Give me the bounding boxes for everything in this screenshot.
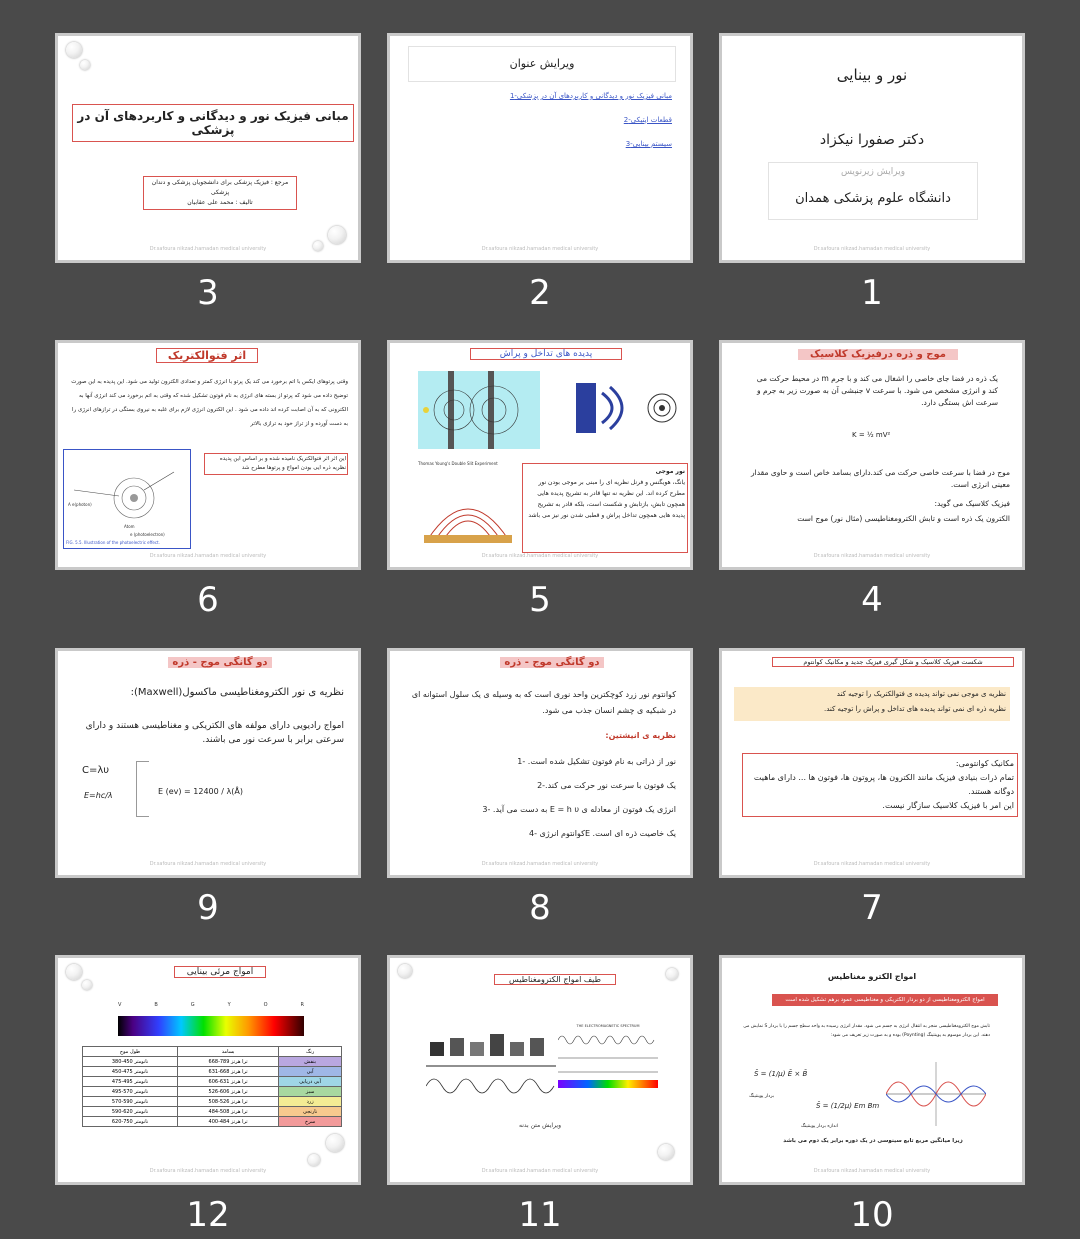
table-cell-freq: ترا هرتز 789-668 — [178, 1057, 279, 1067]
table-cell-color: زرد — [279, 1097, 342, 1107]
table-cell-wave: نانومتر 590-570 — [83, 1097, 178, 1107]
slide-7-number: 7 — [861, 888, 883, 928]
slide-11-caption: ویرایش متن بدنه — [519, 1122, 561, 1129]
slide-5-wave-image — [418, 371, 540, 449]
slide-9-subtitle: نظریه ی نور الکترومغناطیسی ماکسول(Maxwell): — [130, 687, 344, 698]
slide-9-paragraph: امواج رادیویی دارای مولفه های الکتریکی و مغناطیسی هستند و دارای سرعتی برابر با سرعت نور می باشند. — [85, 721, 344, 745]
slide-7-bullet-1: نظریه ی موجی نمی تواند پدیده ی فتوالکتریک را توجیه کند — [836, 690, 1006, 698]
diffraction-icon — [572, 373, 682, 449]
slide-9-eq1: C=λυ — [82, 765, 110, 776]
slide-4-paragraph-2: موج در فضا با سرعت خاصی حرکت می کند.دارای بسامد خاص است و حاوی مقدار معینی انرژی است. — [751, 468, 1010, 489]
table-row — [83, 1067, 342, 1077]
table-cell-freq: ترا هرتز 631-606 — [178, 1077, 279, 1087]
table-cell-wave: نانومتر 620-590 — [83, 1107, 178, 1117]
table-cell-freq: ترا هرتز 668-631 — [178, 1067, 279, 1077]
slide-6-paragraph: وقتی پرتوهای ایکس با اتم برخورد می کند یک پرتو با انرژی کمتر و تعدادی الکترون تولید می شود. این پدیده به این صورت توضیح داده می شود که پرتو از بسته های انرژی به نام فوتون تشکیل شده که وقتی به اتم برخورد می کند انرژی آنها به الکترونی که به آن اصابت کرده اند داده می شود . این الکترون انرژی لازم برای غلبه به نیروی بستگی در ترازهای انرژی را به دست آورده و از تراز خود به ترازی بالاتر — [71, 379, 348, 427]
slide-5-footer: Dr.safoura nikzad.hamadan medical university — [481, 553, 599, 559]
slide-2-link-3[interactable]: سیستم بینایی-3 — [625, 140, 672, 148]
slide-6-fig-atom: Atom — [124, 524, 135, 529]
spectrum-letter-b: B — [154, 1002, 158, 1008]
slide-5-callout — [522, 463, 688, 553]
spectrum-wave-icon — [558, 1028, 658, 1104]
slide-10-wave-graph — [886, 1062, 986, 1126]
slide-7-callout — [742, 753, 1018, 817]
table-row — [83, 1107, 342, 1117]
slide-3-ref-line2: تالیف : محمد علی عقابیان — [187, 199, 253, 206]
slide-6-fig-photon: A e(photon) — [68, 502, 92, 507]
table-row — [83, 1087, 342, 1097]
slide-11-title: طیف امواج الکترومغناطیس — [494, 974, 616, 985]
slide-12-table — [82, 1046, 342, 1127]
slide-2-number: 2 — [529, 273, 551, 313]
table-cell-color: سرخ — [279, 1117, 342, 1127]
slide-4-paragraph-1: یک ذره در فضا جای خاصی را اشغال می کند و با جرم m در محیط حرکت می کند و انرژی مشخص می شود. با سرعت v جنبشی آن به صورت زیر به جرم و سرعت اش بستگی دارد. — [756, 374, 998, 407]
table-cell-color: نارنجی — [279, 1107, 342, 1117]
slide-6-title: اثر فتوالکتریک — [156, 348, 258, 363]
slide-3-number: 3 — [197, 273, 219, 313]
photoelectric-diagram-icon — [64, 450, 190, 548]
slide-10-paragraph: تابش موج الکترومغناطیسی منجر به انتقال انرژی به جسم می شود. مقدار انرژی رسیده به واحد سطح جسم را با بردار S نمایش می دهند. این بردار موسوم به پوینتینگ (Poynting) بوده و به صورت زیر تعریف می شود: — [743, 1024, 990, 1038]
slide-4-footer: Dr.safoura nikzad.hamadan medical university — [813, 553, 931, 559]
spectrum-letter-r: R — [300, 1002, 304, 1008]
slide-7-callout-line2: این امر با فیزیک کلاسیک سازگار نیست. — [882, 801, 1014, 810]
slide-10-formula-1: S̄ = (1/μ) Ē × B̄ — [754, 1070, 808, 1078]
slide-6-number: 6 — [197, 580, 219, 620]
slide-9-eq3: E (ev) = 12400 / λ(Å) — [158, 787, 243, 796]
slide-10-label-2: اندازه بردار پوینتینگ — [801, 1124, 838, 1129]
slide-4-paragraph-4: الکترون یک ذره است و تابش الکترومغناطیسی (مثال نور) موج است — [797, 514, 1010, 523]
slide-8-item-1: نور از ذراتی به نام فوتون تشکیل شده است. -1 — [517, 757, 676, 766]
slide-5-figure-caption: Thomas Young's Double Slit Experiment — [418, 461, 498, 466]
em-spectrum-icons-icon — [426, 1024, 556, 1108]
slide-5-callout-text: یانگ، هویگنس و فرنل نظریه ای را مبنی بر موجی بودن نور مطرح کرده اند. این نظریه نه تنها قادر به تشریح پدیده هایی همچون تابش، بازتابش و شکست است، بلکه قادر به تشریح پدیده هایی همچون تداخل پراش و قطبی شدن نور نیز می باشد — [528, 479, 685, 519]
slide-8-item-4: یک خاصیت ذره ای است. Eکوانتوم انرژی -4 — [529, 829, 676, 838]
slide-4-paragraph-3: فیزیک کلاسیک می گوید: — [934, 499, 1010, 508]
slide-9-footer: Dr.safoura nikzad.hamadan medical university — [149, 861, 267, 867]
slide-1-university: دانشگاه علوم پزشکی همدان — [795, 191, 951, 206]
slide-11-spectrum-chart — [558, 1024, 658, 1108]
slide-7-bullet-2: نظریه ذره ای نمی تواند پدیده های تداخل و پراش را توجیه کند. — [823, 705, 1006, 713]
slide-8-paragraph: کوانتوم نور زرد کوچکترین واحد نوری است که به وسیله ی یک سلول استوانه ای در شبکیه ی چشم انسان جذب می شود. — [411, 690, 676, 715]
slide-7-callout-line1: تمام ذرات بنیادی فیزیک مانند الکترون ها، پروتون ها، فوتون ها ... دارای ماهیت دوگانه هستند. — [753, 773, 1014, 796]
slide-7-bullets — [734, 687, 1010, 721]
slide-1-title: نور و بینایی — [836, 66, 908, 84]
slide-9-title: دو گانگی موج - ذره — [168, 657, 272, 668]
slide-2-title-placeholder[interactable]: ویرایش عنوان — [408, 46, 676, 82]
slide-11-number: 11 — [518, 1195, 562, 1235]
slide-1-author: دکتر صفورا نیکزاد — [819, 132, 925, 148]
slide-1-footer: Dr.safoura nikzad.hamadan medical university — [813, 246, 931, 252]
table-cell-wave: نانومتر 475-450 — [83, 1067, 178, 1077]
slide-7-callout-title: مکانیک کوانتومی: — [955, 759, 1014, 768]
slide-5-callout-title: نور موجی — [655, 468, 685, 475]
slide-11-icons-image — [426, 1024, 556, 1108]
slide-6-footer: Dr.safoura nikzad.hamadan medical university — [149, 553, 267, 559]
slide-12-spectrum-bar — [118, 1016, 304, 1036]
slide-10-label-1: بردار پوینتینگ — [749, 1094, 774, 1099]
table-row — [83, 1077, 342, 1087]
em-wave-icon — [886, 1062, 986, 1126]
slide-10-formula-2: S̄ = (1/2μ) Em Bm — [816, 1102, 880, 1110]
table-cell-freq: ترا هرتز 526-508 — [178, 1097, 279, 1107]
table-cell-wave: نانومتر 450-380 — [83, 1057, 178, 1067]
slide-6-fig-caption: FIG. 5.5. Illustration of the photoelectric effect. — [66, 540, 160, 545]
slide-6-callout: این اثر اثر فتوالکتریک نامیده شده و بر اساس این پدیده نظریه ذره ایی بودن امواج و پرتوها مطرح شد — [204, 453, 348, 475]
table-cell-freq: ترا هرتز 606-526 — [178, 1087, 279, 1097]
slide-1-subtitle-box[interactable] — [768, 162, 978, 220]
slide-7-title: شکست فیزیک کلاسیک و شکل گیری فیزیک جدید و مکانیک کوانتوم — [772, 657, 1014, 667]
slide-10-footer: Dr.safoura nikzad.hamadan medical university — [813, 1168, 931, 1174]
slide-7-footer: Dr.safoura nikzad.hamadan medical university — [813, 861, 931, 867]
spectrum-letter-g: G — [190, 1002, 195, 1008]
slide-1-subtitle-placeholder: ویرایش زیرنویس — [840, 167, 906, 177]
slide-4-number: 4 — [861, 580, 883, 620]
slide-12-footer: Dr.safoura nikzad.hamadan medical university — [149, 1168, 267, 1174]
table-header-cell: طول موج — [83, 1047, 178, 1057]
slide-5-double-slit-image — [420, 469, 516, 545]
table-cell-freq: ترا هرتز 484-400 — [178, 1117, 279, 1127]
slide-2-link-2[interactable]: قطعات اپتیکی-2 — [623, 116, 672, 124]
double-slit-icon — [420, 469, 516, 545]
slide-1-number: 1 — [861, 273, 883, 313]
slide-11-footer: Dr.safoura nikzad.hamadan medical university — [481, 1168, 599, 1174]
slide-2-footer: Dr.safoura nikzad.hamadan medical university — [481, 246, 599, 252]
table-row — [83, 1117, 342, 1127]
slide-8-number: 8 — [529, 888, 551, 928]
table-cell-wave: نانومتر 570-495 — [83, 1087, 178, 1097]
table-row — [83, 1057, 342, 1067]
slide-12-number: 12 — [186, 1195, 230, 1235]
slide-2-link-1[interactable]: مبانی فیزیک نور و دیدگانی و کاربردهای آن در پزشکی-1 — [509, 92, 672, 100]
table-header-cell: رنگ — [279, 1047, 342, 1057]
slide-12-title: امواج مرئی بینایی — [174, 966, 266, 978]
slide-5-title: پدیده های تداخل و پراش — [470, 348, 622, 360]
table-cell-wave: نانومتر 495-475 — [83, 1077, 178, 1087]
table-cell-color: آبی — [279, 1067, 342, 1077]
slide-11-spectrum-title: THE ELECTROMAGNETIC SPECTRUM — [576, 1024, 640, 1028]
slide-8-subhead: نظریه ی انیشتین: — [605, 731, 676, 740]
table-cell-color: بنفش — [279, 1057, 342, 1067]
table-cell-wave: نانومتر 750-620 — [83, 1117, 178, 1127]
slide-6-figure — [63, 449, 191, 549]
slide-4-title: موج و ذره درفیزیک کلاسیک — [798, 349, 958, 360]
spectrum-letter-y: Y — [227, 1002, 231, 1008]
table-header-cell: بسامد — [178, 1047, 279, 1057]
slide-10-title: امواج الکترو مغناطیس — [827, 972, 917, 981]
wavefront-icon — [418, 371, 540, 449]
slide-10-bottom-note: زیرا میانگین مربع تابع سینوسی در یک دوره برابر یک دوم می باشد — [783, 1138, 963, 1144]
slide-8-item-2: یک فوتون با سرعت نور حرکت می کند.-2 — [537, 781, 676, 790]
slide-3-title: مبانی فیزیک نور و دیدگانی و کاربردهای آن در پزشکی — [72, 104, 354, 142]
spectrum-letter-v: V — [118, 1002, 122, 1008]
slide-9-number: 9 — [197, 888, 219, 928]
table-row — [83, 1097, 342, 1107]
slide-12-spectrum-letters — [118, 1002, 304, 1008]
slide-8-title: دو گانگی موج - ذره — [500, 657, 604, 668]
table-cell-color: آبی دریایی — [279, 1077, 342, 1087]
slide-6-fig-electron: e (photoelectron) — [130, 532, 165, 537]
table-cell-color: سبز — [279, 1087, 342, 1097]
slide-5-number: 5 — [529, 580, 551, 620]
slide-8-item-3: انرژی یک فوتون از معادله ی E = h υ به دست می آید. -3 — [482, 805, 676, 814]
slide-3-reference — [143, 176, 297, 210]
slide-8-footer: Dr.safoura nikzad.hamadan medical university — [481, 861, 599, 867]
slide-3-footer: Dr.safoura nikzad.hamadan medical university — [149, 246, 267, 252]
slide-5-diffraction-image — [572, 373, 682, 449]
spectrum-letter-o: O — [263, 1002, 268, 1008]
slide-10-number: 10 — [850, 1195, 894, 1235]
table-cell-freq: ترا هرتز 508-484 — [178, 1107, 279, 1117]
table-header-row — [83, 1047, 342, 1057]
slide-4-formula: K = ½ mV² — [852, 431, 891, 439]
slide-9-brace — [136, 761, 149, 817]
slide-10-banner: امواج الکترومغناطیسی از دو بردار الکتریکی و مغناطیسی عمود برهم تشکیل شده است — [772, 994, 998, 1006]
slide-3-ref-line1: مرجع : فیزیک پزشکی برای دانشجویان پزشکی و دندان پزشکی — [151, 179, 289, 196]
slide-9-eq2: E=hc/λ — [84, 791, 113, 800]
